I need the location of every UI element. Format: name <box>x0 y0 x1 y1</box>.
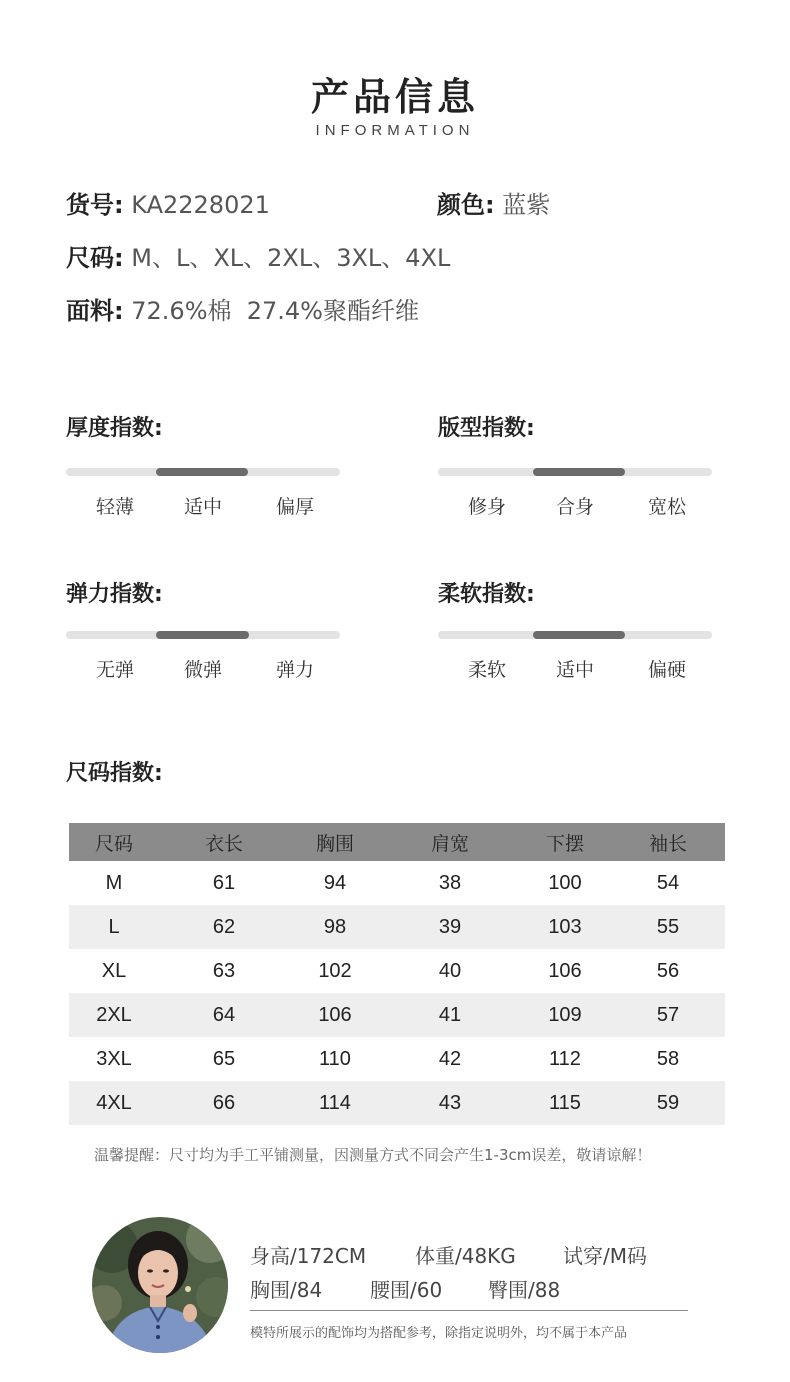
table-cell: 59 <box>611 1081 725 1125</box>
scale-label: 偏厚 <box>275 496 314 518</box>
fabric-label: 面料: <box>66 297 124 325</box>
fit-index-indicator <box>533 468 625 476</box>
size-chart-title: 尺码指数: <box>66 761 163 786</box>
table-row <box>69 1037 725 1081</box>
table-row <box>69 905 725 949</box>
table-cell: 110 <box>319 1047 351 1070</box>
elasticity-index-track <box>66 631 340 639</box>
page-title: 产品信息 <box>310 75 479 119</box>
scale-label: 合身 <box>555 496 594 518</box>
table-cell: 42 <box>438 1047 462 1070</box>
scale-label: 弹力 <box>275 659 314 681</box>
table-cell: M <box>105 871 123 894</box>
table-cell: 102 <box>318 959 352 982</box>
softness-index-title: 柔软指数: <box>438 582 535 607</box>
scale-label: 微弹 <box>183 659 222 681</box>
size-label: 尺码: <box>66 244 124 272</box>
table-cell: 98 <box>289 905 381 949</box>
scale-label: 柔软 <box>467 659 506 681</box>
table-cell: 115 <box>519 1081 611 1125</box>
table-cell: 2XL <box>69 993 159 1037</box>
table-cell: 64 <box>159 993 289 1037</box>
elasticity-index-indicator <box>156 631 249 639</box>
softness-index-track <box>438 631 712 639</box>
table-cell: 94 <box>323 871 347 894</box>
table-cell: 3XL <box>96 1047 132 1070</box>
model-hip: 臀围/88 <box>488 1278 561 1302</box>
scale-label: 无弹 <box>95 659 134 681</box>
table-row <box>69 949 725 993</box>
fit-index-title: 版型指数: <box>438 416 535 441</box>
table-cell: 55 <box>611 905 725 949</box>
accessory-disclaimer: 模特所展示的配饰均为搭配参考，除指定说明外，均不属于本产品 <box>250 1326 628 1341</box>
model-tried-size: 试穿/M码 <box>563 1244 647 1268</box>
measurement-note: 温馨提醒：尺寸均为手工平铺测量，因测量方式不同会产生1-3cm误差，敬请谅解！ <box>94 1146 652 1164</box>
table-cell: 66 <box>159 1081 289 1125</box>
table-cell: 54 <box>656 871 680 894</box>
table-cell: 109 <box>519 993 611 1037</box>
table-cell: 61 <box>212 871 236 894</box>
scale-label: 宽松 <box>647 496 686 518</box>
table-header-cell: 袖长 <box>611 823 725 861</box>
model-waist: 腰围/60 <box>370 1278 443 1302</box>
color-value: 蓝紫 <box>502 191 551 219</box>
softness-index-indicator <box>533 631 625 639</box>
table-cell: 58 <box>656 1047 680 1070</box>
table-cell: 106 <box>289 993 381 1037</box>
fit-index-track <box>438 468 712 476</box>
model-photo-illustration <box>92 1217 228 1353</box>
thickness-index-scale <box>66 492 340 518</box>
table-header-cell: 肩宽 <box>381 823 519 861</box>
table-cell: 39 <box>381 905 519 949</box>
table-cell: L <box>69 905 159 949</box>
thickness-index-track <box>66 468 340 476</box>
table-header-cell: 衣长 <box>159 823 289 861</box>
table-header-cell: 尺码 <box>69 823 159 861</box>
softness-index-scale <box>438 655 712 681</box>
table-cell: 57 <box>611 993 725 1037</box>
scale-label: 轻薄 <box>95 496 134 518</box>
scale-label: 修身 <box>467 496 506 518</box>
size-value: M、L、XL、2XL、3XL、4XL <box>131 244 451 272</box>
table-row <box>69 861 725 905</box>
scale-label: 适中 <box>555 659 594 681</box>
elasticity-index-scale <box>66 655 340 681</box>
sku-row <box>66 185 270 220</box>
table-cell: 43 <box>381 1081 519 1125</box>
table-cell: 4XL <box>69 1081 159 1125</box>
table-cell: 38 <box>438 871 462 894</box>
table-cell: 103 <box>519 905 611 949</box>
page-subtitle: INFORMATION <box>315 122 475 139</box>
table-cell: 40 <box>438 959 462 982</box>
color-row <box>437 185 550 220</box>
fit-index-scale <box>438 492 712 518</box>
table-cell: 65 <box>212 1047 236 1070</box>
table-header-cell: 下摆 <box>519 823 611 861</box>
sku-value: KA2228021 <box>131 191 270 219</box>
thickness-index-title: 厚度指数: <box>66 416 163 441</box>
table-cell: 41 <box>381 993 519 1037</box>
table-row <box>69 993 725 1037</box>
divider <box>250 1310 688 1311</box>
table-cell: 63 <box>212 959 236 982</box>
sku-label: 货号: <box>66 191 124 219</box>
scale-label: 适中 <box>183 496 222 518</box>
scale-label: 偏硬 <box>647 659 686 681</box>
table-row <box>69 1081 725 1125</box>
table-cell: XL <box>101 959 127 982</box>
model-weight: 体重/48KG <box>415 1244 516 1268</box>
table-cell: 106 <box>548 959 582 982</box>
table-cell: 112 <box>549 1047 581 1070</box>
table-cell: 56 <box>656 959 680 982</box>
size-table <box>69 823 725 1125</box>
model-chest: 胸围/84 <box>250 1278 323 1302</box>
thickness-index-indicator <box>156 468 248 476</box>
model-photo <box>92 1217 228 1353</box>
fabric-row <box>66 291 419 326</box>
table-header-row <box>69 823 725 861</box>
table-cell: 114 <box>289 1081 381 1125</box>
table-header-cell: 胸围 <box>289 823 381 861</box>
color-label: 颜色: <box>437 191 495 219</box>
size-row <box>66 238 450 273</box>
table-cell: 62 <box>159 905 289 949</box>
fabric-value: 72.6%棉 27.4%聚酯纤维 <box>131 297 419 325</box>
table-cell: 100 <box>548 871 582 894</box>
model-height: 身高/172CM <box>250 1244 367 1268</box>
elasticity-index-title: 弹力指数: <box>66 582 163 607</box>
